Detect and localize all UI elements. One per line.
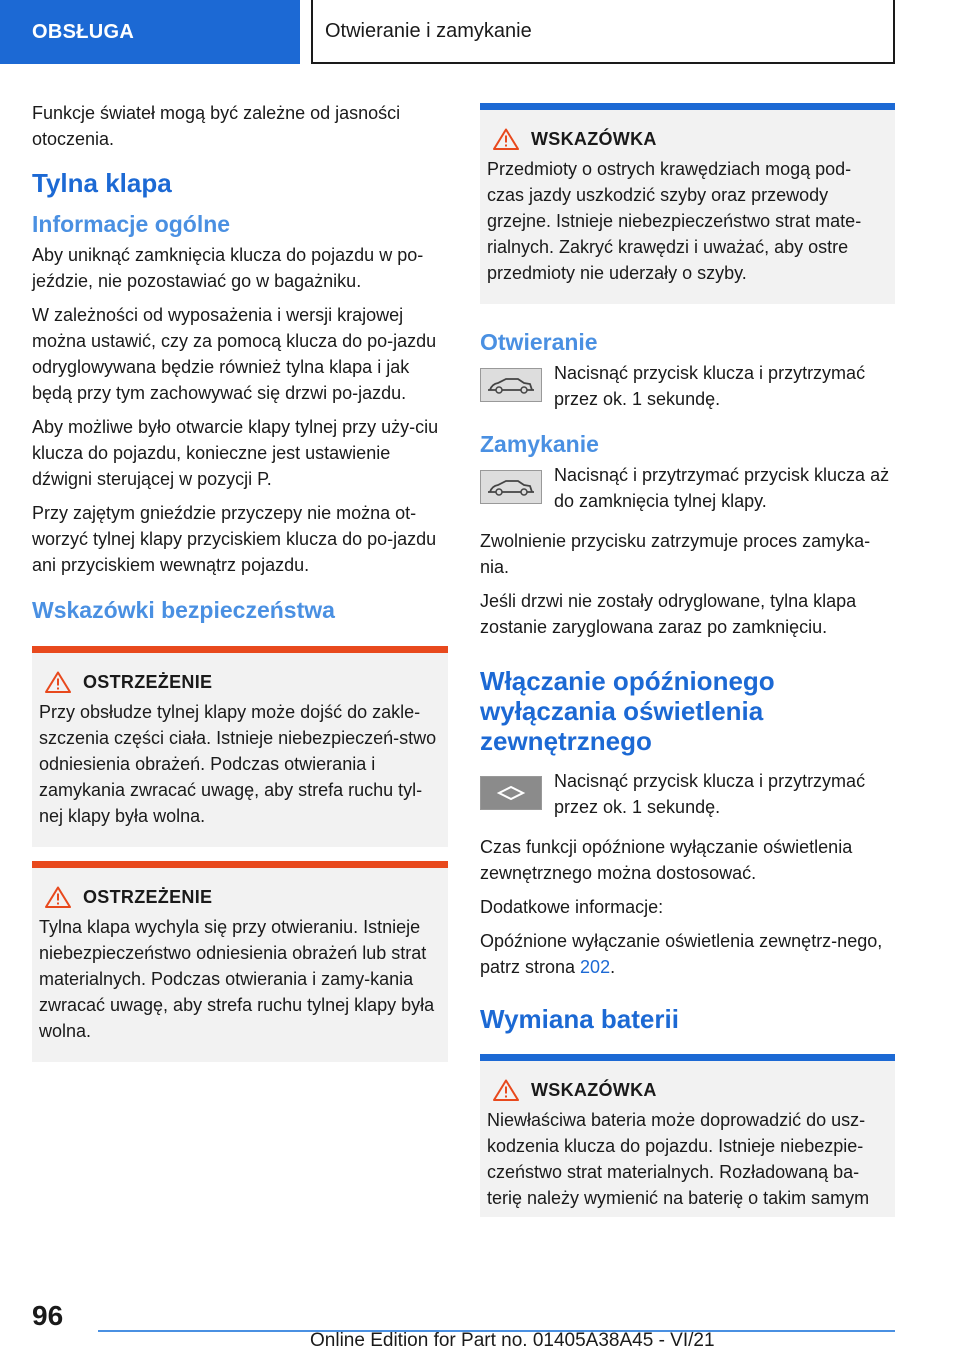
- paragraph-doors-locked: Jeśli drzwi nie zostały odryglowane, tylna klapa zostanie zaryglowana zaraz po zamknięciu.: [480, 591, 857, 637]
- paragraph-page-reference: [480, 928, 895, 980]
- note-title: WSKAZÓWKA: [531, 128, 657, 149]
- note-text: Niewłaściwa bateria może doprowadzić do usz-kodzenia klucza do pojazdu. Istnieje niebezpie-czeństwo strat materialnych. Rozładowaną ba-terię należy wymienić na baterię o takim samym: [487, 1110, 870, 1208]
- heading-battery: Wymiana baterii: [480, 1004, 679, 1034]
- reference-text: Opóźnione wyłączanie oświetlenia zewnętrz-nego, patrz strona: [480, 931, 883, 977]
- paragraph-time-adjust: Czas funkcji opóźnione wyłączanie oświetlenia zewnętrznego można dostosować.: [480, 837, 853, 883]
- warning-title-row: [39, 886, 441, 908]
- warning-box-2: [32, 861, 448, 1062]
- heading-informacje-ogolne: Informacje ogólne: [32, 211, 231, 237]
- left-column: [32, 100, 448, 1070]
- paragraph-release: Zwolnienie przycisku zatrzymuje proces zamyka-nia.: [480, 531, 871, 577]
- page-number: 96: [32, 1300, 64, 1331]
- heading-delayed-lights: Włączanie opóźnionego wyłączania oświetlenia zewnętrznego: [480, 666, 775, 756]
- header-section: [0, 0, 300, 64]
- open-instruction: Nacisnąć przycisk klucza i przytrzymać przez ok. 1 sekundę.: [554, 363, 866, 409]
- close-key-row: [480, 462, 895, 514]
- heading-safety: Wskazówki bezpieczeństwa: [32, 597, 335, 623]
- open-key-row: [480, 360, 895, 412]
- warning-text: Przy obsłudze tylnej klapy może dojść do zakle-szczenia części ciała. Istnieje niebezpieczeń-stwo odniesienia obrażeń. Podczas otwierania i zamykania zwracać uwagę, aby strefa ruchu tyl-nej klapy była wolna.: [39, 702, 437, 826]
- page-link[interactable]: 202: [580, 957, 611, 977]
- header-chapter-label: Otwieranie i zamykanie: [325, 19, 532, 42]
- warning-triangle-icon: [493, 128, 519, 150]
- warning-triangle-icon: [45, 671, 71, 693]
- warning-title-row: [39, 671, 441, 693]
- trunk-key-icon: [480, 368, 542, 402]
- lights-key-row: [480, 768, 895, 820]
- note-title-row: [487, 128, 888, 150]
- heading-zamykanie: Zamykanie: [480, 431, 599, 457]
- header-chapter: [311, 0, 895, 64]
- heading-otwieranie: Otwieranie: [480, 329, 598, 355]
- note-box-1: [480, 103, 895, 304]
- warning-triangle-icon: [45, 886, 71, 908]
- warning-title: OSTRZEŻENIE: [83, 671, 213, 692]
- paragraph-trailer-socket: Przy zajętym gnieździe przyczepy nie można ot-worzyć tylnej klapy przyciskiem klucza do po-jazdu ani przyciskiem wewnątrz pojazdu.: [32, 503, 437, 575]
- warning-box-1: [32, 646, 448, 847]
- light-key-icon: [480, 776, 542, 810]
- paragraph-extra-info: Dodatkowe informacje:: [480, 897, 664, 917]
- warning-title: OSTRZEŻENIE: [83, 886, 213, 907]
- footer-edition: Online Edition for Part no. 01405A38A45 - VI/21: [310, 1330, 715, 1351]
- note-box-2: [480, 1054, 895, 1217]
- header-section-label: OBSŁUGA: [32, 20, 135, 43]
- right-column: [480, 100, 895, 1225]
- paragraph-unlock-settings: W zależności od wyposażenia i wersji krajowej można ustawić, czy za pomocą klucza do po-jazdu odryglowywana będzie również tylna klapa i jak będą przy tym zachowywać się drzwi po-jazdu.: [32, 305, 437, 403]
- close-instruction: Nacisnąć i przytrzymać przycisk klucza aż do zamknięcia tylnej klapy.: [554, 465, 890, 511]
- note-title: WSKAZÓWKA: [531, 1079, 657, 1100]
- lights-instruction: Nacisnąć przycisk klucza i przytrzymać przez ok. 1 sekundę.: [554, 771, 866, 817]
- warning-triangle-icon: [493, 1079, 519, 1101]
- paragraph-gear-lever: Aby możliwe było otwarcie klapy tylnej przy uży-ciu klucza do pojazdu, konieczne jest ustawienie dźwigni sterującej w pozycji P.: [32, 417, 439, 489]
- note-text: Przedmioty o ostrych krawędziach mogą pod-czas jazdy uszkodzić szyby oraz przewody grzejne. Istnieje niebezpieczeństwo strat mate-rialnych. Zakryć krawędzi i uważać, aby ostre przedmioty nie uderzały o szyby.: [487, 159, 862, 283]
- paragraph-key-in-trunk: Aby uniknąć zamknięcia klucza do pojazdu w po-jeździe, nie pozostawiać go w bagażniku.: [32, 245, 424, 291]
- intro-paragraph: Funkcje świateł mogą być zależne od jasności otoczenia.: [32, 103, 401, 149]
- heading-tylna-klapa: Tylna klapa: [32, 168, 172, 198]
- reference-suffix: .: [610, 957, 616, 977]
- warning-text: Tylna klapa wychyla się przy otwieraniu. Istnieje niebezpieczeństwo odniesienia obrażeń lub strat materialnych. Podczas otwierania i zamy-kania zwracać uwagę, aby strefa ruchu tylnej klapy była wolna.: [39, 917, 435, 1041]
- trunk-key-icon: [480, 470, 542, 504]
- note-title-row: [487, 1079, 888, 1101]
